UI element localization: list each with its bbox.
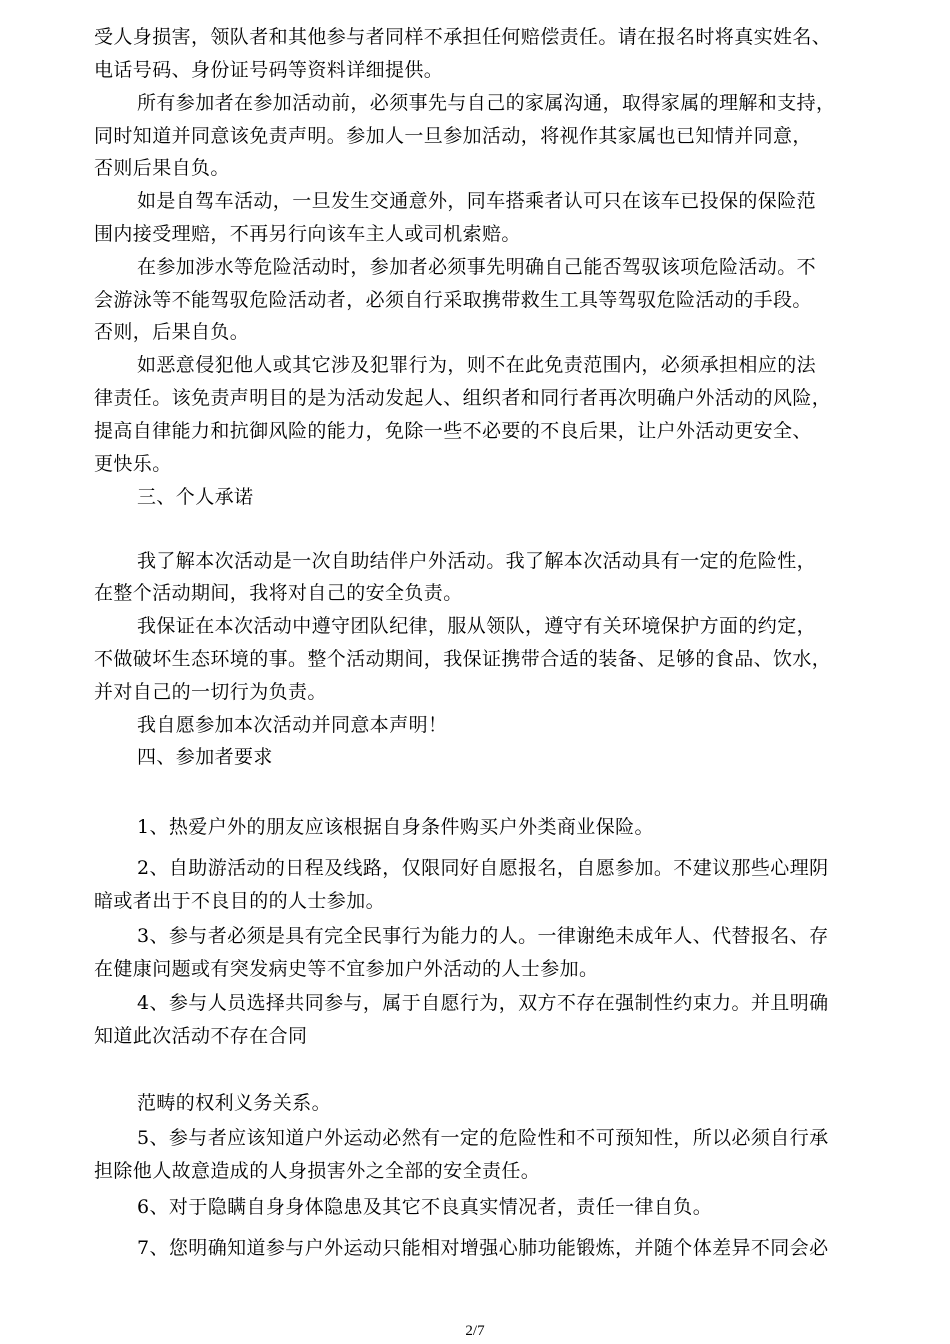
text-line: 会游泳等不能驾驭危险活动者，必须自行采取携带救生工具等驾驭危险活动的手段。 [94, 289, 812, 311]
section-heading: 三、个人承诺 [137, 486, 254, 508]
list-item: 6、对于隐瞒自身身体隐患及其它不良真实情况者，责任一律自负。 [137, 1196, 713, 1218]
text-line: 如恶意侵犯他人或其它涉及犯罪行为，则不在此免责范围内，必须承担相应的法 [137, 354, 817, 376]
text-line: 如是自驾车活动，一旦发生交通意外，同车搭乘者认可只在该车已投保的保险范 [137, 190, 817, 212]
text-line: 所有参加者在参加活动前，必须事先与自己的家属沟通，取得家属的理解和支持， [137, 92, 836, 114]
text-line: 同时知道并同意该免责声明。参加人一旦参加活动，将视作其家属也已知情并同意， [94, 125, 812, 147]
list-item: 1、热爱户外的朋友应该根据自身条件购买户外类商业保险。 [137, 816, 654, 838]
list-item: 2、自助游活动的日程及线路，仅限同好自愿报名，自愿参加。不建议那些心理阴 [137, 857, 829, 879]
page-number: 2/7 [465, 1323, 485, 1339]
text-line: 更快乐。 [94, 453, 172, 475]
text-line: 围内接受理赔，不再另行向该车主人或司机索赔。 [94, 223, 521, 245]
text-line: 担除他人故意造成的人身损害外之全部的安全责任。 [94, 1160, 541, 1182]
text-line: 暗或者出于不良目的的人士参加。 [94, 890, 386, 912]
section-heading: 四、参加者要求 [137, 746, 273, 768]
text-line: 我了解本次活动是一次自助结伴户外活动。我了解本次活动具有一定的危险性， [137, 550, 817, 572]
text-line: 在整个活动期间，我将对自己的安全负责。 [94, 582, 463, 604]
list-item: 3、参与者必须是具有完全民事行为能力的人。一律谢绝未成年人、代替报名、存 [137, 925, 829, 947]
list-item: 4、参与人员选择共同参与，属于自愿行为，双方不存在强制性约束力。并且明确 [137, 992, 829, 1014]
text-line: 提高自律能力和抗御风险的能力，免除一些不必要的不良后果，让户外活动更安全、 [94, 420, 812, 442]
text-line: 我自愿参加本次活动并同意本声明！ [137, 714, 448, 736]
list-item: 5、参与者应该知道户外运动必然有一定的危险性和不可预知性，所以必须自行承 [137, 1127, 829, 1149]
text-line: 电话号码、身份证号码等资料详细提供。 [94, 59, 444, 81]
text-line: 否则后果自负。 [94, 157, 230, 179]
list-item: 7、您明确知道参与户外运动只能相对增强心肺功能锻炼，并随个体差异不同会必 [137, 1237, 829, 1259]
text-line: 并对自己的一切行为负责。 [94, 681, 327, 703]
text-line: 在参加涉水等危险活动时，参加者必须事先明确自己能否驾驭该项危险活动。不 [137, 256, 817, 278]
text-line: 范畴的权利义务关系。 [137, 1092, 332, 1114]
text-line: 知道此次活动不存在合同 [94, 1025, 308, 1047]
text-line: 否则，后果自负。 [94, 321, 250, 343]
text-line: 不做破坏生态环境的事。整个活动期间，我保证携带合适的装备、足够的食品、饮水， [94, 648, 832, 670]
text-line: 受人身损害，领队者和其他参与者同样不承担任何赔偿责任。请在报名时将真实姓名、 [94, 26, 832, 48]
text-line: 我保证在本次活动中遵守团队纪律，服从领队，遵守有关环境保护方面的约定， [137, 615, 817, 637]
text-line: 在健康问题或有突发病史等不宜参加户外活动的人士参加。 [94, 958, 599, 980]
text-line: 律责任。该免责声明目的是为活动发起人、组织者和同行者再次明确户外活动的风险， [94, 387, 832, 409]
